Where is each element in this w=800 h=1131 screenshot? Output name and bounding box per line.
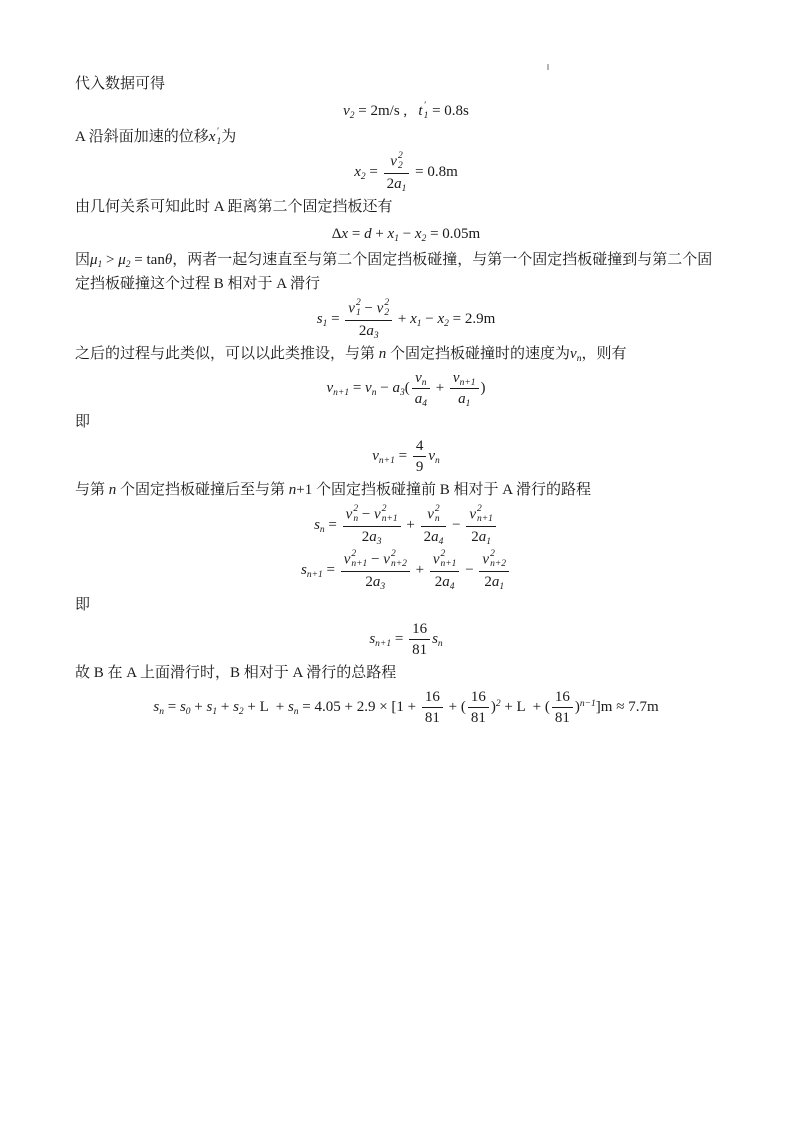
math-fraction: $\frac{v_n}{a_4}$ — [412, 369, 430, 408]
math-fraction: $\frac{16}{81}$ — [468, 688, 489, 727]
text-namely-2: 即 — [75, 596, 91, 613]
formula-total-path: $s_n = s_0 + s_1 + s_2 + L + s_n = 4.05 + 2.9 \times [1$ + $\frac{16}{81}$ + ( $\frac{16}{81}$ )$^2$ + L + ( $\frac{16}{81}$ )$^{n-1}$]m ≈ 7.7m — [153, 688, 659, 726]
formula-vn-recurrence: $v_{n+1} = v_n - a_3$( $\frac{v_n}{a_4}$ + $\frac{v_{n+1}}{a_1}$ ) — [326, 369, 486, 409]
text-intro-substitute: 代入数据可得 — [75, 76, 166, 92]
text-geometry-relation: 由几何关系可知此时 A 距离第二个固定挡板还有 — [75, 198, 393, 215]
math-fraction: v 2 n+1 $2a_1$ — [466, 505, 496, 546]
formula-sn-ratio: $s_{n+1}$ = $\frac{16}{81}$ $s_n$ — [369, 620, 443, 658]
math-fraction: v 2 n+1 − v 2 n+2 $2a_3$ — [341, 550, 410, 591]
math-fraction: v 2 n+2 $2a_1$ — [479, 550, 509, 591]
formula-s1: $s_1$ = v 2 1 − v 2 2 $2a_3$ + $x_1 - x_2 = 2.9m$ — [316, 297, 496, 341]
math-fraction: v 2 n − v 2 n+1 $2a_3$ — [343, 505, 401, 546]
text-nth-collision: 之后的过程与此类似，可以以此类推设，与第 n 个固定挡板碰撞时的速度为$v_n$，则有 — [75, 345, 627, 364]
math-fraction: v 2 1 − v 2 2 $2a_3$ — [345, 299, 392, 340]
formula-sn: $s_n$ = v 2 n − v 2 n+1 $2a_3$ + v 2 n $2a_4$ − v 2 n+1 $2a_1$ — [75, 504, 737, 547]
stray-mark — [547, 64, 549, 70]
formula-sn1: $s_{n+1}$ = v 2 n+1 − v 2 n+2 $2a_3$ + v 2 n+1 $2a_4$ − v 2 n+2 $2a_1$ — [75, 549, 737, 592]
text-namely-1: 即 — [75, 413, 91, 430]
text-total-path: 故 B 在 A 上面滑行时，B 相对于 A 滑行的总路程 — [75, 664, 397, 681]
text-displacement-x1: A 沿斜面加速的位移x ′ 1 为 — [75, 126, 237, 147]
math-fraction: $\frac{16}{81}$ — [552, 688, 573, 727]
formula-x2: $x_2$ = v 2 2 $2a_1$ = 0.8m — [354, 151, 458, 194]
formula-delta-x: $\Delta x = d + x_1 - x_2 = 0.05m$ — [331, 225, 481, 244]
math-fraction: $\frac{4}{9}$ — [413, 437, 427, 476]
math-fraction: v 2 n+1 $2a_4$ — [430, 550, 460, 591]
math-fraction: v 2 2 $2a_1$ — [384, 152, 410, 193]
math-fraction: $\frac{16}{81}$ — [409, 620, 430, 659]
math-fraction: v 2 n $2a_4$ — [421, 505, 447, 546]
formula-vn-ratio: $v_{n+1}$ = $\frac{4}{9}$ $v_n$ — [372, 437, 440, 475]
text-friction-condition-2: 定挡板碰撞这个过程 B 相对于 A 滑行 — [75, 275, 321, 292]
text-friction-condition-1: 因$\mu_1 > \mu_2 = \tan\theta$，两者一起匀速直至与第二个固定挡板碰撞，与第一个固定挡板碰撞到与第二个固 — [75, 251, 713, 270]
document-content — [75, 72, 737, 730]
math-fraction: $\frac{v_{n+1}}{a_1}$ — [450, 369, 479, 408]
formula-v2-t1: $v_2 = 2m/s$ , t ′ 1 = 0.8s — [343, 100, 469, 121]
text-between-collisions: 与第 n 个固定挡板碰撞后至与第 n+1 个固定挡板碰撞前 B 相对于 A 滑行的路程 — [75, 481, 592, 498]
math-fraction: $\frac{16}{81}$ — [422, 688, 443, 727]
